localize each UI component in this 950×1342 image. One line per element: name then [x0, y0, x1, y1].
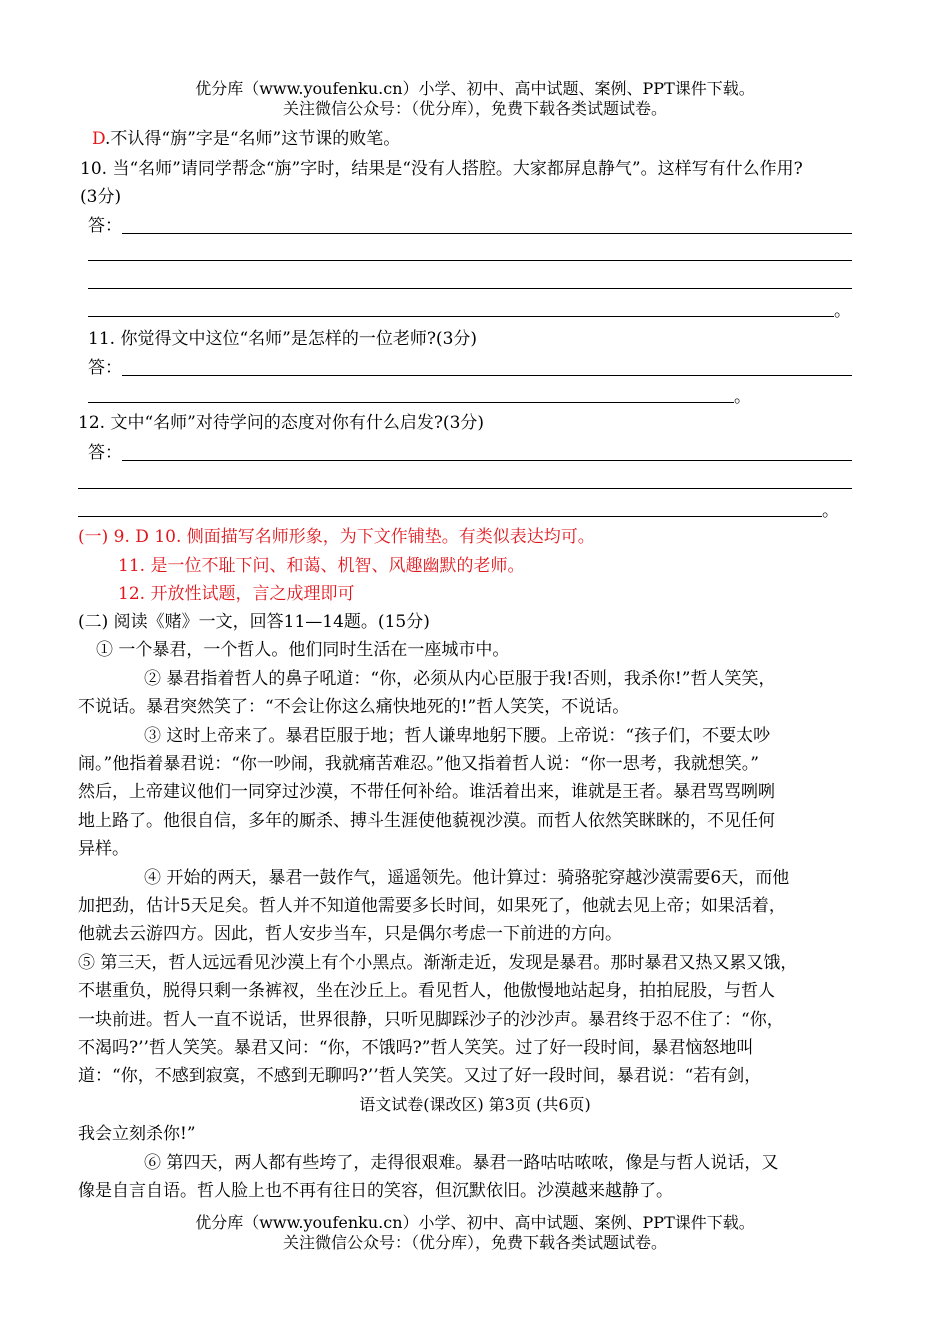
- passage-line: 一块前进。哲人一直不说话，世界很静，只听见脚踩沙子的沙沙声。暴君终于忍不住了：“你，: [78, 1010, 784, 1030]
- passage-line: 闹。”他指着暴君说：“你一吵闹，我就痛苦难忍。”他又指着哲人说：“你一思考，我就想笑。”: [78, 754, 759, 774]
- passage-line: 然后，上帝建议他们一同穿过沙漠，不带任何补给。谁活着出来，谁就是王者。暴君骂骂咧咧: [78, 782, 775, 802]
- passage-line: ⑥ 第四天，两人都有些垮了，走得很艰难。暴君一路咕咕哝哝，像是与哲人说话，又: [144, 1153, 779, 1173]
- answer-line: [88, 288, 852, 289]
- passage-line: 不说话。暴君突然笑了：“不会让你这么痛快地死的!”哲人笑笑，不说话。: [78, 697, 630, 717]
- passage-line: 他就去云游四方。因此，哲人安步当车，只是偶尔考虑一下前进的方向。: [78, 924, 622, 944]
- passage-line: ① 一个暴君，一个哲人。他们同时生活在一座城市中。: [96, 640, 510, 660]
- question-10-end-mark: 。: [834, 301, 851, 321]
- question-12-answer-label: 答：: [88, 443, 122, 463]
- question-12-end-mark: 。: [822, 501, 839, 521]
- option-d-letter: D: [92, 129, 106, 149]
- section-2-title: (二) 阅读《赌》一文，回答11—14题。(15分): [78, 612, 430, 632]
- answer-line: [122, 375, 852, 376]
- answer-line: [122, 233, 852, 234]
- passage-line: 加把劲，估计5天足矣。哲人并不知道他需要多长时间，如果死了，他就去见上帝；如果活着，: [78, 896, 786, 916]
- header-line-2: 关注微信公众号：（优分库），免费下载各类试题试卷。: [282, 99, 667, 118]
- answer-line: [88, 402, 734, 403]
- answer-key-line-3: 12. 开放性试题，言之成理即可: [118, 584, 355, 604]
- passage-line: ⑤ 第三天，哲人远远看见沙漠上有个小黑点。渐渐走近，发现是暴君。那时暴君又热又累又饿，: [78, 953, 798, 973]
- answer-key-line-1: (一) 9. D 10. 侧面描写名师形象，为下文作铺垫。有类似表达均可。: [78, 527, 595, 547]
- question-10: 10. 当“名师”请同学帮念“旃”字时，结果是“没有人搭腔。大家都屏息静气”。这样写有什么作用?: [80, 159, 803, 179]
- question-11-end-mark: 。: [734, 387, 751, 407]
- answer-line: [88, 316, 834, 317]
- question-12: 12. 文中“名师”对待学问的态度对你有什么启发?(3分): [78, 413, 485, 433]
- question-11-answer-label: 答：: [88, 358, 122, 378]
- question-10-points: (3分): [80, 187, 122, 207]
- option-d: [92, 128, 400, 150]
- answer-line: [122, 460, 852, 461]
- passage-line: 我会立刻杀你!”: [78, 1124, 196, 1144]
- page-footer: 语文试卷(课改区) 第3页 (共6页): [359, 1095, 591, 1114]
- header-line-1: 优分库（www.youfenku.cn）小学、初中、高中试题、案例、PPT课件下载。: [195, 79, 755, 98]
- option-d-text: .不认得“旃”字是“名师”这节课的败笔。: [105, 129, 401, 149]
- answer-key-line-2: 11. 是一位不耻下问、和蔼、机智、风趣幽默的老师。: [118, 556, 525, 576]
- answer-line: [78, 488, 852, 489]
- question-11: 11. 你觉得文中这位“名师”是怎样的一位老师?(3分): [88, 329, 478, 349]
- bottom-header-line-1: 优分库（www.youfenku.cn）小学、初中、高中试题、案例、PPT课件下载。: [195, 1213, 755, 1232]
- passage-line: 道：“你，不感到寂寞，不感到无聊吗?’’哲人笑笑。又过了好一段时间，暴君说：“若有剑，: [78, 1066, 762, 1086]
- passage-line: 异样。: [78, 839, 129, 859]
- question-10-answer-label: 答：: [88, 216, 122, 236]
- passage-line: ④ 开始的两天，暴君一鼓作气，遥遥领先。他计算过：骑骆驼穿越沙漠需要6天，而他: [144, 868, 790, 888]
- answer-line: [88, 260, 852, 261]
- passage-line: 地上路了。他很自信，多年的厮杀、搏斗生涯使他藐视沙漠。而哲人依然笑眯眯的，不见任何: [78, 811, 775, 831]
- passage-line: 不堪重负，脱得只剩一条裤衩，坐在沙丘上。看见哲人，他傲慢地站起身，拍拍屁股，与哲人: [78, 981, 775, 1001]
- passage-line: ③ 这时上帝来了。暴君臣服于地；哲人谦卑地躬下腰。上帝说：“孩子们，不要太吵: [144, 726, 771, 746]
- passage-line: ② 暴君指着哲人的鼻子吼道：“你，必须从内心臣服于我!否则，我杀你!”哲人笑笑，: [144, 669, 776, 689]
- bottom-header-line-2: 关注微信公众号：（优分库），免费下载各类试题试卷。: [282, 1233, 667, 1252]
- answer-line: [78, 516, 822, 517]
- passage-line: 不渴吗?’’哲人笑笑。暴君又问：“你，不饿吗?”哲人笑笑。过了好一段时间，暴君恼怒地叫: [78, 1038, 754, 1058]
- passage-line: 像是自言自语。哲人脸上也不再有往日的笑容，但沉默依旧。沙漠越来越静了。: [78, 1181, 673, 1201]
